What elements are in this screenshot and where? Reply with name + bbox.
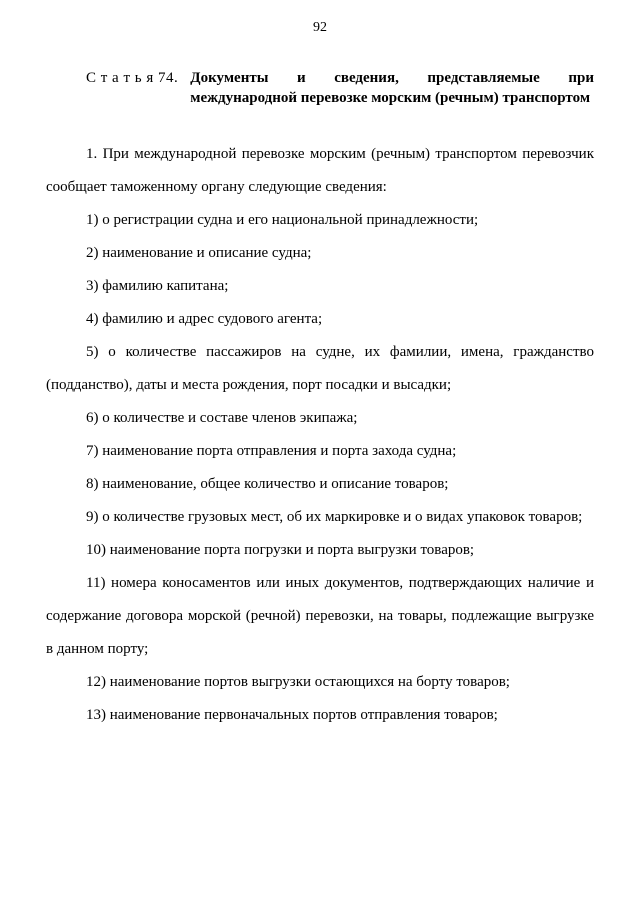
list-item-2: 2) наименование и описание судна;	[86, 245, 312, 261]
list-item-11: 11) номера коносаментов или иных документов, подтверждающих наличие и содержание договора морской (речной) перевозки, на товары, подлежащие выгрузке в данном порту;	[46, 575, 594, 657]
article-body	[46, 138, 594, 732]
paragraph-intro: 1. При международной перевозке морским (речным) транспортом перевозчик сообщает таможенному органу следующие сведения:	[46, 146, 594, 195]
list-item-9: 9) о количестве грузовых мест, об их маркировке и о видах упаковок товаров;	[86, 509, 583, 525]
list-item-12: 12) наименование портов выгрузки остающихся на борту товаров;	[86, 674, 510, 690]
article-heading	[86, 68, 594, 108]
list-item-8: 8) наименование, общее количество и описание товаров;	[86, 476, 449, 492]
page-number: 92	[313, 20, 327, 35]
list-item-10: 10) наименование порта погрузки и порта выгрузки товаров;	[86, 542, 475, 558]
article-label: С т а т ь я 74.	[86, 70, 179, 86]
list-item-7: 7) наименование порта отправления и порта захода судна;	[86, 443, 457, 459]
list-item-5: 5) о количестве пассажиров на судне, их фамилии, имена, гражданство (подданство), даты и места рождения, порт посадки и высадки;	[46, 344, 594, 393]
list-item-4: 4) фамилию и адрес судового агента;	[86, 311, 323, 327]
list-item-3: 3) фамилию капитана;	[86, 278, 229, 294]
list-item-6: 6) о количестве и составе членов экипажа;	[86, 410, 358, 426]
list-item-1: 1) о регистрации судна и его национальной принадлежности;	[86, 212, 479, 228]
article-title: Документы и сведения, представляемые при международной перевозке морским (речным) транспортом	[190, 70, 594, 106]
list-item-13: 13) наименование первоначальных портов отправления товаров;	[86, 707, 498, 723]
